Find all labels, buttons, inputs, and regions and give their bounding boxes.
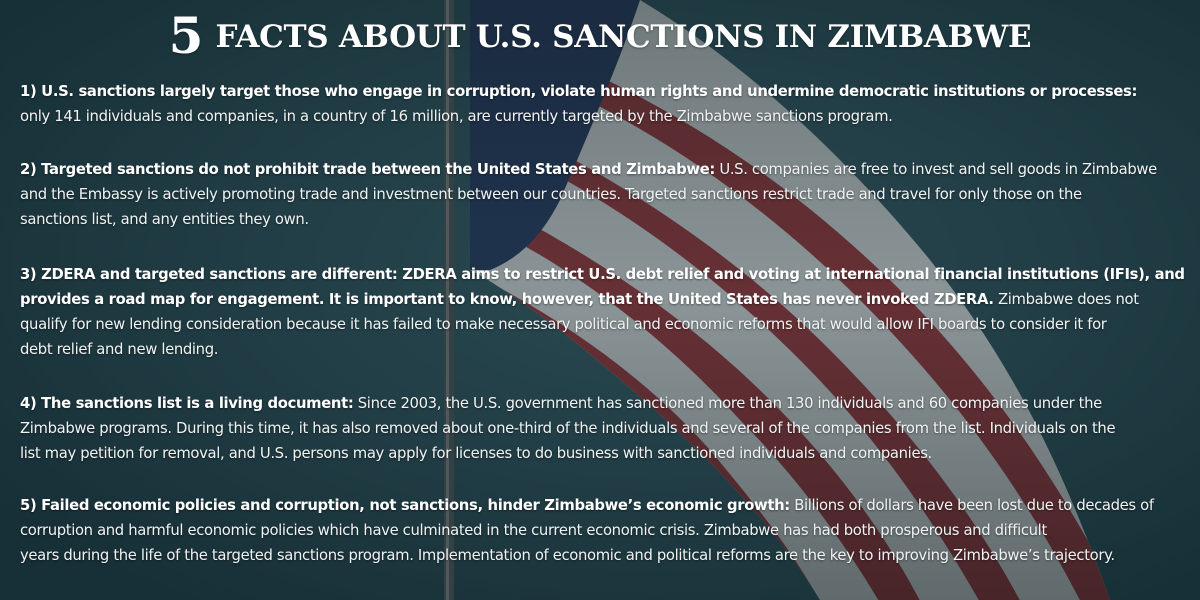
fact-body: and the Embassy is actively promoting trade and investment between our countries. Targeted sanctions restrict trade and travel for only those on the xyxy=(20,186,1082,203)
page-title xyxy=(0,6,1200,65)
fact-line xyxy=(20,493,1185,518)
fact-line xyxy=(20,312,1185,337)
fact-lead: 1) U.S. sanctions largely target those who engage in corruption, violate human rights and undermine democratic institutions or processes: xyxy=(20,83,1138,100)
fact-5 xyxy=(20,493,1185,568)
fact-line xyxy=(20,207,1185,232)
title-text: FACTS ABOUT U.S. SANCTIONS IN ZIMBABWE xyxy=(215,19,1032,55)
fact-line xyxy=(20,543,1185,568)
fact-3 xyxy=(20,262,1185,362)
fact-line xyxy=(20,79,1185,104)
fact-line xyxy=(20,337,1185,362)
fact-body: Zimbabwe does not xyxy=(993,291,1139,308)
fact-body: years during the life of the targeted sanctions program. Implementation of economic and political reforms are the key to improving Zimbabwe’s trajectory. xyxy=(20,547,1115,564)
fact-1 xyxy=(20,79,1185,129)
fact-line xyxy=(20,287,1185,312)
fact-body: qualify for new lending consideration because it has failed to make necessary political and economic reforms that would allow IFI boards to consider it for xyxy=(20,316,1107,333)
fact-body: list may petition for removal, and U.S. persons may apply for licenses to do business with sanctioned individuals and companies. xyxy=(20,445,932,462)
fact-lead: 2) Targeted sanctions do not prohibit trade between the United States and Zimbabwe: xyxy=(20,161,715,178)
fact-lead: 3) ZDERA and targeted sanctions are different: ZDERA aims to restrict U.S. debt relief and voting at international financial institutions (IFIs), and xyxy=(20,266,1185,283)
fact-body: U.S. companies are free to invest and sell goods in Zimbabwe xyxy=(714,161,1157,178)
fact-line xyxy=(20,157,1185,182)
fact-line xyxy=(20,182,1185,207)
fact-line xyxy=(20,104,1185,129)
fact-body: Since 2003, the U.S. government has sanctioned more than 130 individuals and 60 companies under the xyxy=(353,395,1102,412)
fact-2 xyxy=(20,157,1185,232)
fact-body: only 141 individuals and companies, in a country of 16 million, are currently targeted by the Zimbabwe sanctions program. xyxy=(20,108,893,125)
title-number: 5 xyxy=(168,6,204,65)
fact-line xyxy=(20,416,1185,441)
fact-lead: 5) Failed economic policies and corruption, not sanctions, hinder Zimbabwe’s economic growth: xyxy=(20,497,790,514)
fact-line xyxy=(20,391,1185,416)
fact-body: debt relief and new lending. xyxy=(20,341,219,358)
fact-body: Billions of dollars have been lost due to decades of xyxy=(789,497,1154,514)
fact-line xyxy=(20,441,1185,466)
fact-4 xyxy=(20,391,1185,466)
fact-lead: 4) The sanctions list is a living document: xyxy=(20,395,354,412)
fact-body: Zimbabwe programs. During this time, it has also removed about one-third of the individuals and several of the companies from the list. Individuals on the xyxy=(20,420,1116,437)
fact-lead: provides a road map for engagement. It is important to know, however, that the United States has never invoked ZDERA. xyxy=(20,291,994,308)
fact-body: sanctions list, and any entities they own. xyxy=(20,211,309,228)
fact-body: corruption and harmful economic policies which have culminated in the current economic crisis. Zimbabwe has had both prosperous and difficult xyxy=(20,522,1047,539)
fact-line xyxy=(20,518,1185,543)
fact-line xyxy=(20,262,1183,287)
